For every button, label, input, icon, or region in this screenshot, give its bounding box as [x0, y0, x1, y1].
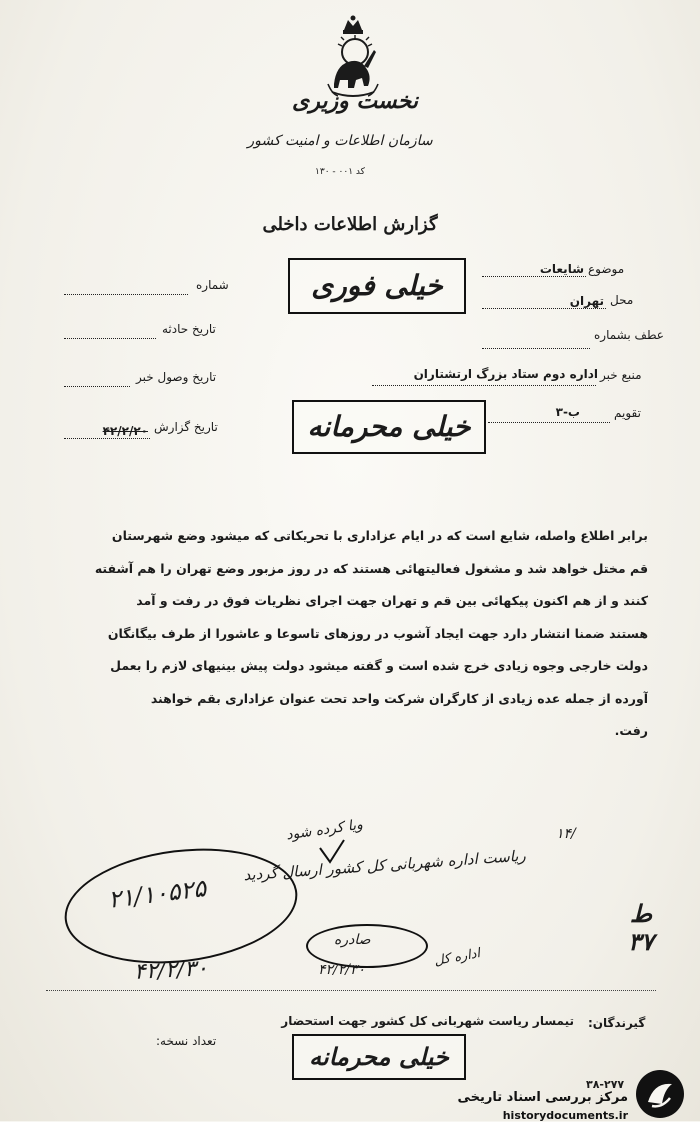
- field-subject-line: [482, 276, 586, 277]
- copies-label: تعداد نسخه:: [156, 1034, 217, 1048]
- handwritten-margin-mark: ۱۴/: [556, 826, 576, 842]
- field-location-label: محل: [610, 293, 634, 307]
- field-calendar-line: [488, 422, 610, 423]
- handwritten-number-left: ۴۲/۲/۳۰: [133, 956, 209, 985]
- field-report-date-label: تاریخ گزارش: [154, 420, 218, 434]
- field-number-label: شماره: [196, 278, 229, 292]
- bottom-confidential-stamp: خیلی محرمانه: [292, 1034, 466, 1080]
- field-location-value: تهران: [569, 294, 604, 308]
- body-line: هستند ضمنا انتشار دارد جهت ایجاد آشوب در روزهای تاسوعا و عاشورا از طرف بیگانگان: [107, 625, 648, 641]
- body-line: آورده از جمله عده زیادی از کارگران شرکت واحد تحت عنوان عزاداری بقم خواهند: [150, 690, 648, 706]
- urgent-stamp: خیلی فوری: [288, 258, 466, 314]
- form-number: ۳۸-۲۷۷: [586, 1078, 625, 1091]
- recipients-label: گیرندگان:: [588, 1016, 646, 1030]
- handwritten-note-main: ریاست اداره شهربانی کل کشور ارسال گردید: [242, 846, 527, 885]
- field-report-date-line: [64, 438, 150, 439]
- field-receipt-date-label: تاریخ وصول خبر: [136, 370, 217, 384]
- recipients-value: تیمسار ریاست شهربانی کل کشور جهت استحضار: [281, 1014, 574, 1028]
- field-source-value: اداره دوم ستاد بزرگ ارتشتاران: [413, 367, 598, 381]
- field-subject-value: شایعات: [539, 262, 584, 276]
- confidential-stamp: خیلی محرمانه: [292, 400, 486, 454]
- field-calendar-label: تقویم: [614, 406, 641, 420]
- field-report-date-value: ۴۲/۲/۲۰: [102, 424, 148, 438]
- number-circle: [58, 836, 304, 976]
- field-location-line: [482, 308, 606, 309]
- field-calendar-value: ب-۳: [555, 405, 580, 419]
- small-stamp-text: صادره: [334, 932, 371, 948]
- body-line: رفت.: [614, 723, 648, 738]
- field-reference-line: [482, 348, 590, 349]
- body-line: برابر اطلاع واصله، شایع است که در ایام عزاداری با تحریکاتی که میشود وضع شهرستان: [111, 528, 648, 543]
- watermark-name: مرکز بررسی اسناد تاریخی: [457, 1090, 628, 1105]
- body-line: دولت خارجی وجوه زیادی خرج شده است و گفته میشود دولت پیش بینیهای لازم را بعمل: [110, 658, 648, 673]
- archive-logo-icon: [634, 1068, 686, 1120]
- field-subject-label: موضوع: [588, 262, 625, 276]
- body-line: قم مختل خواهد شد و مشغول فعالیتهائی هستند که در روز مزبور وضع تهران را هم آشفته: [94, 560, 648, 576]
- report-title: گزارش اطلاعات داخلی: [262, 214, 438, 235]
- field-incident-date-line: [64, 338, 156, 339]
- organization-name: سازمان اطلاعات و امنیت کشور: [247, 133, 433, 149]
- field-number-line: [64, 294, 188, 295]
- field-source-line: [372, 385, 596, 386]
- handwritten-number-circled: ۲۱/۱۰۵۲۵: [106, 874, 208, 914]
- body-line: کنند و از هم اکنون پیکهائی بین قم و تهران جهت اجرای نظریات فوق در رفت و آمد: [136, 593, 648, 608]
- field-receipt-date-line: [64, 386, 130, 387]
- header-code: کد ۰۰۱ - ۱۳۰: [315, 167, 365, 177]
- report-body: [38, 520, 648, 748]
- small-stamp-date: ۴۲/۲/۳۰: [318, 962, 366, 978]
- field-reference-label: عطف بشماره: [594, 328, 664, 342]
- handwritten-signature: اداره کل: [433, 946, 482, 969]
- field-incident-date-label: تاریخ حادثه: [162, 322, 216, 336]
- watermark-site: historydocuments.ir: [502, 1109, 628, 1122]
- field-source-label: منبع خبر: [600, 368, 642, 382]
- handwritten-note-top: ویا کرده شود: [285, 816, 364, 844]
- footer-divider: [46, 990, 656, 991]
- side-initials: ط ۳۷: [628, 899, 654, 956]
- office-name: نخست وزیری: [292, 88, 418, 114]
